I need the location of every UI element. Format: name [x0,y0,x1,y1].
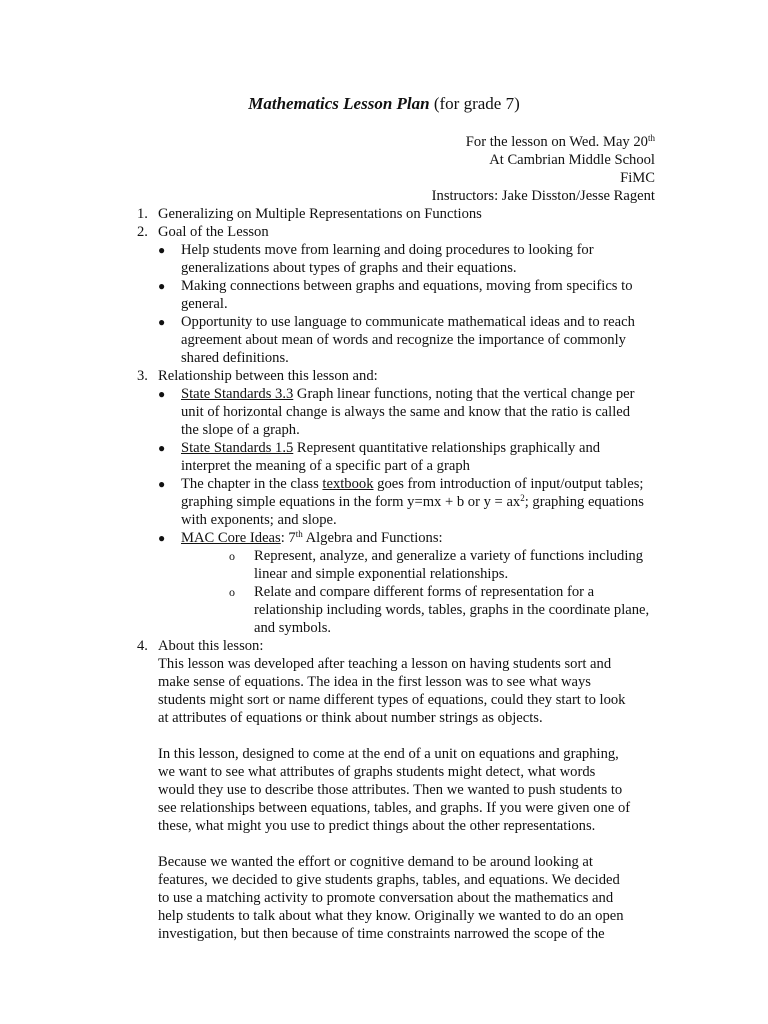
bullet-icon: ● [158,279,166,293]
section-number: 3. [137,368,148,384]
core-ideas-link: MAC Core Ideas [181,530,281,546]
bullet-item: ● State Standards 1.5 Represent quantitative relationships graphically and interpret the meaning of a specific part of a graph [158,440,601,474]
section-4 [0,637,638,655]
bullet-item: ● MAC Core Ideas: 7th Algebra and Functions: [158,529,443,546]
bullet-icon: ● [158,531,166,545]
bullet-icon: ● [158,477,166,491]
standard-link: State Standards 1.5 [181,440,294,456]
bullet-icon: ● [158,243,166,257]
bullet-item: ● State Standards 3.3 Graph linear functions, noting that the vertical change per unit of horizontal change is always the same and know that the ratio is called the slope of a graph. [158,386,635,438]
bullet-item: ● Opportunity to use language to communicate mathematical ideas and to reach agreement about mean of words and recognize the importance of commonly shared definitions. [158,314,635,366]
bullet-item: ● Help students move from learning and doing procedures to looking for generalizations about types of graphs and their equations. [158,242,594,276]
section-number: 1. [137,206,148,222]
textbook-link: textbook [322,476,374,492]
bullet-item: ● Making connections between graphs and equations, moving from specifics to general. [158,278,633,312]
section-2 [0,223,638,241]
section-3 [0,367,638,385]
lesson-content [0,205,768,943]
bullet-item: ● The chapter in the class textbook goes from introduction of input/output tables; graphing simple equations in the form y=mx + b or $y = ax^2$; graphing equations with exponents; and slope. [158,476,644,528]
school-name: At Cambrian Middle School [489,152,655,168]
organization: FiMC [620,170,655,186]
lesson-date: For the lesson on Wed. May 20th [465,133,655,150]
section-heading: Goal of the Lesson [158,224,269,240]
standard-link: State Standards 3.3 [181,386,294,402]
section-heading: Generalizing on Multiple Representations on Functions [158,206,482,222]
paragraph: Because we wanted the effort or cognitive demand to be around looking at features, we decided to give students graphs, tables, and equations. We decided to use a matching activity to promote conversation about the mathematics and help students to talk about what they know. Originally we wanted to do an open investigation, but then because of time constraints narrowed the scope of the [158,854,624,942]
section-number: 4. [137,638,148,654]
circle-bullet-icon: o [229,549,235,563]
title-rest: (for grade 7) [429,94,520,113]
section-number: 2. [137,224,148,240]
instructors: Instructors: Jake Disston/Jesse Ragent [431,188,655,204]
sub-bullet-item: o Relate and compare different forms of representation for a relationship including words, tables, graphs in the coordinate plane, and symbols. [229,584,650,636]
sub-bullet-item: o Represent, analyze, and generalize a variety of functions including linear and simple exponential relationships. [229,548,644,582]
section-1 [0,205,638,223]
bullet-icon: ● [158,315,166,329]
circle-bullet-icon: o [229,585,235,599]
bullet-icon: ● [158,441,166,455]
bullet-icon: ● [158,387,166,401]
paragraph: This lesson was developed after teaching a lesson on having students sort and make sense of equations. The idea in the first lesson was to see what ways students might sort or name different types of equations, could they start to look at attributes of equations or think about number strings as objects. [158,656,626,726]
lesson-header [155,133,655,205]
page-title [0,93,768,115]
section-heading: About this lesson: [158,638,264,654]
title-main: Mathematics Lesson Plan [248,94,430,113]
section-heading: Relationship between this lesson and: [158,368,378,384]
paragraph: In this lesson, designed to come at the end of a unit on equations and graphing, we want to see what attributes of graphs students might detect, what words would they use to describe those attributes. Then we wanted to push students to see relationships between equations, tables, and graphs. If you were given one of these, what might you use to predict things about the other representations. [158,746,631,834]
